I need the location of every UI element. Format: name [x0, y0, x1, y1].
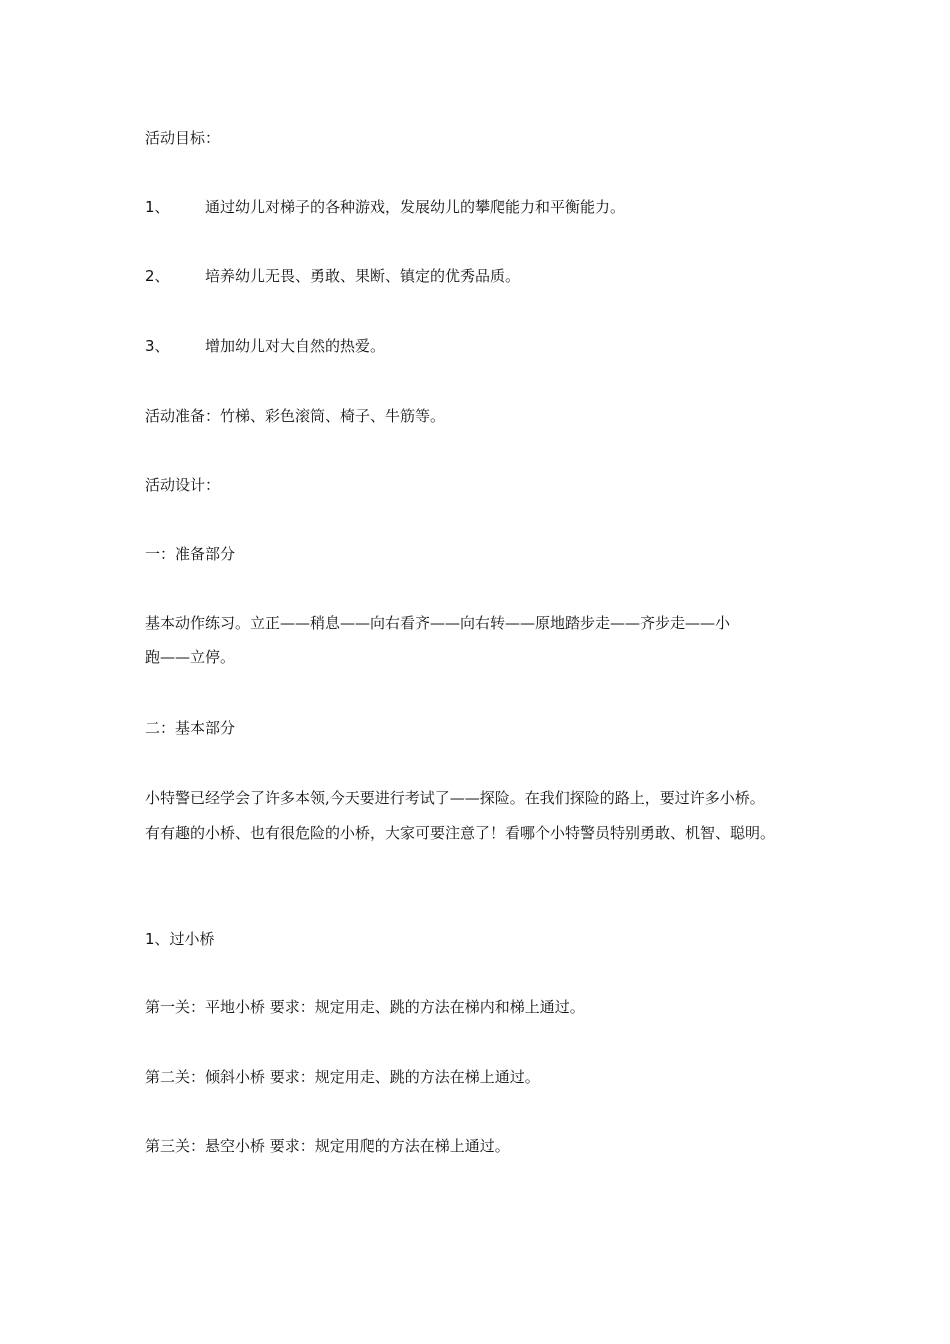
- level-1-line: 第一关：平地小桥 要求：规定用走、跳的方法在梯内和梯上通过。: [145, 998, 585, 1016]
- design-heading: 活动设计：: [145, 476, 221, 494]
- level-2-line: 第二关：倾斜小桥 要求：规定用走、跳的方法在梯上通过。: [145, 1068, 540, 1086]
- goal-text: 通过幼儿对梯子的各种游戏，发展幼儿的攀爬能力和平衡能力。: [205, 198, 626, 216]
- goal-item-3: [145, 336, 385, 356]
- part-one-heading: 一：准备部分: [145, 545, 236, 563]
- goal-item-2: [145, 266, 520, 286]
- goal-number: 2、: [145, 267, 170, 285]
- section-1-number: 1: [145, 930, 155, 948]
- goals-heading: 活动目标：: [145, 129, 221, 147]
- goal-number: 3、: [145, 337, 170, 355]
- preparation-line: 活动准备：竹梯、彩色滚筒、椅子、牛筋等。: [145, 407, 446, 425]
- level-3-line: 第三关：悬空小桥 要求：规定用爬的方法在梯上通过。: [145, 1137, 510, 1155]
- goal-item-1: [145, 197, 625, 217]
- part-two-line-2: 有有趣的小桥、也有很危险的小桥，大家可要注意了！看哪个小特警员特别勇敢、机智、聪明。: [145, 824, 776, 842]
- section-1-heading: [145, 929, 215, 949]
- part-two-heading: 二：基本部分: [145, 719, 236, 737]
- goal-number: 1、: [145, 198, 170, 216]
- part-one-line-1: 基本动作练习。立正——稍息——向右看齐——向右转——原地踏步走——齐步走——小: [145, 614, 731, 632]
- part-one-line-2: 跑——立停。: [145, 648, 236, 666]
- part-two-line-1: 小特警已经学会了许多本领,今天要进行考试了——探险。在我们探险的路上，要过许多小桥。: [145, 789, 765, 807]
- section-1-title: 、过小桥: [154, 930, 215, 948]
- goal-text: 培养幼儿无畏、勇敢、果断、镇定的优秀品质。: [205, 267, 521, 285]
- goal-text: 增加幼儿对大自然的热爱。: [205, 337, 386, 355]
